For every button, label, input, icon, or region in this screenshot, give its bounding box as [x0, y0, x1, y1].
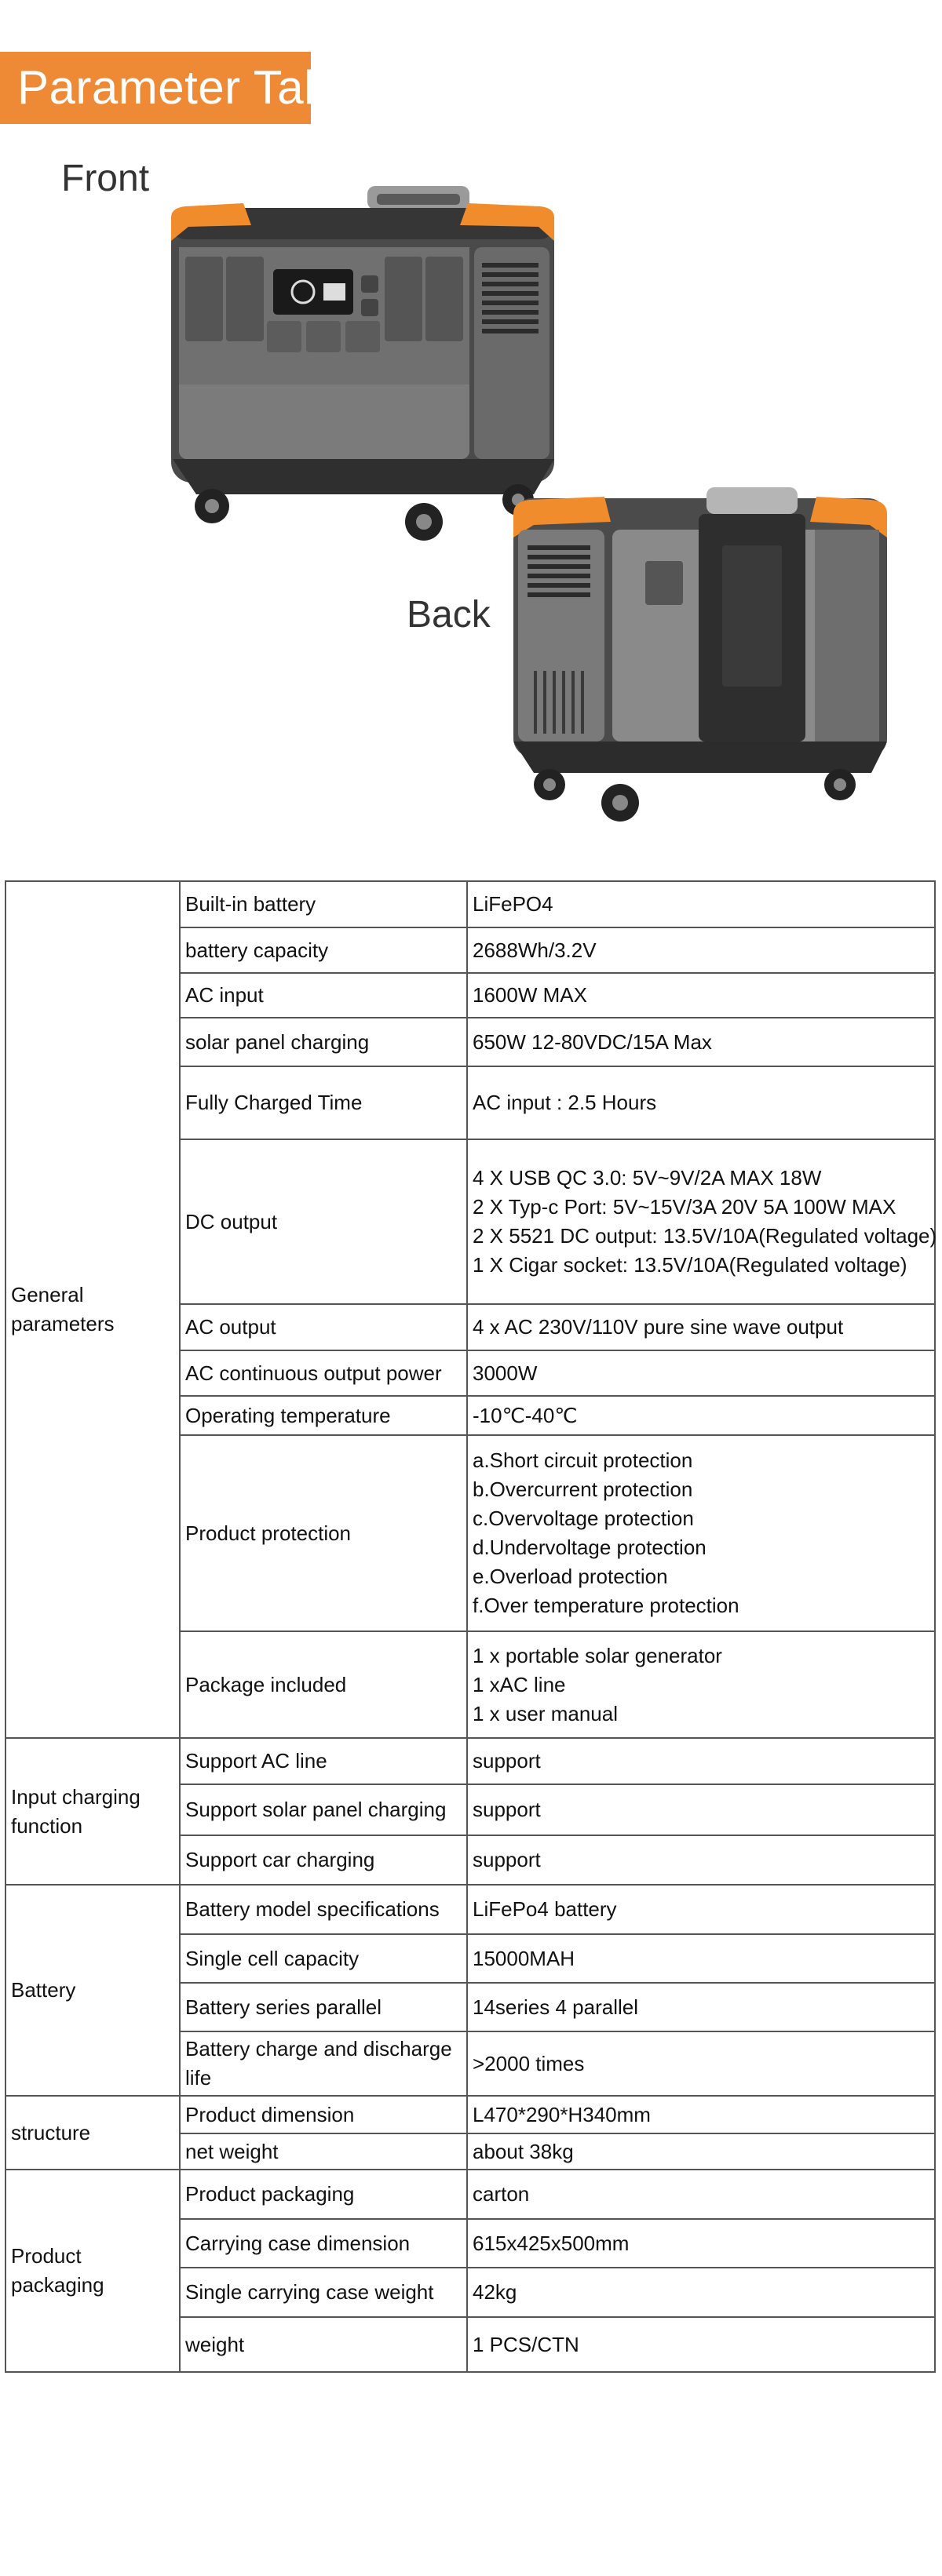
- product-back-image: [502, 483, 899, 832]
- param-value: >2000 times: [467, 2031, 935, 2096]
- param-label: Built-in battery: [180, 881, 467, 927]
- back-view-label: Back: [407, 594, 491, 636]
- table-row: [5, 881, 935, 927]
- group-label: General parameters: [5, 881, 180, 1738]
- value-line: 4 X USB QC 3.0: 5V~9V/2A MAX 18W: [473, 1166, 822, 1190]
- param-value: LiFePo4 battery: [467, 1885, 935, 1934]
- parameter-table: [5, 880, 936, 2373]
- group-label: Battery: [5, 1885, 180, 2096]
- param-value: [467, 1435, 935, 1631]
- param-label: Fully Charged Time: [180, 1066, 467, 1139]
- value-line: 2 X 5521 DC output: 13.5V/10A(Regulated voltage): [473, 1224, 937, 1248]
- param-value: 42kg: [467, 2268, 935, 2317]
- param-label: AC input: [180, 973, 467, 1018]
- param-label: Battery model specifications: [180, 1885, 467, 1934]
- param-value: carton: [467, 2170, 935, 2219]
- value-line: b.Overcurrent protection: [473, 1477, 693, 1501]
- param-value: 2688Wh/3.2V: [467, 927, 935, 973]
- param-value: support: [467, 1738, 935, 1784]
- param-value: 1 PCS/CTN: [467, 2317, 935, 2372]
- param-label: AC continuous output power: [180, 1350, 467, 1396]
- group-label: Input charging function: [5, 1738, 180, 1885]
- param-value: 14series 4 parallel: [467, 1983, 935, 2031]
- param-label: AC output: [180, 1304, 467, 1350]
- param-label: weight: [180, 2317, 467, 2372]
- param-value: 3000W: [467, 1350, 935, 1396]
- param-label: Support car charging: [180, 1835, 467, 1885]
- table-row: [5, 1885, 935, 1934]
- table-row: [5, 2096, 935, 2133]
- table-row: [5, 1738, 935, 1784]
- value-line: 1 x user manual: [473, 1701, 618, 1725]
- param-value: [467, 1139, 935, 1304]
- value-line: 1 xAC line: [473, 1672, 566, 1696]
- param-label: Product dimension: [180, 2096, 467, 2133]
- front-view-label: Front: [61, 158, 150, 199]
- param-label: DC output: [180, 1139, 467, 1304]
- param-label: Product protection: [180, 1435, 467, 1631]
- param-value: 4 x AC 230V/110V pure sine wave output: [467, 1304, 935, 1350]
- param-label: Operating temperature: [180, 1396, 467, 1435]
- param-value: 650W 12-80VDC/15A Max: [467, 1018, 935, 1066]
- param-value: support: [467, 1835, 935, 1885]
- param-label: Battery charge and discharge life: [180, 2031, 467, 2096]
- param-value: 615x425x500mm: [467, 2219, 935, 2268]
- param-label: Single carrying case weight: [180, 2268, 467, 2317]
- group-label: structure: [5, 2096, 180, 2170]
- param-label: Package included: [180, 1631, 467, 1738]
- param-value: -10℃-40℃: [467, 1396, 935, 1435]
- value-line: e.Overload protection: [473, 1565, 668, 1588]
- value-line: c.Overvoltage protection: [473, 1507, 694, 1530]
- param-label: net weight: [180, 2133, 467, 2170]
- param-value: support: [467, 1784, 935, 1835]
- param-value: 15000MAH: [467, 1934, 935, 1983]
- param-label: Single cell capacity: [180, 1934, 467, 1983]
- param-label: Carrying case dimension: [180, 2219, 467, 2268]
- param-value: L470*290*H340mm: [467, 2096, 935, 2133]
- table-row: [5, 2170, 935, 2219]
- param-label: solar panel charging: [180, 1018, 467, 1066]
- value-line: 1 X Cigar socket: 13.5V/10A(Regulated voltage): [473, 1253, 907, 1277]
- value-line: 2 X Typ-c Port: 5V~15V/3A 20V 5A 100W MAX: [473, 1195, 896, 1219]
- param-label: Battery series parallel: [180, 1983, 467, 2031]
- param-label: Support AC line: [180, 1738, 467, 1784]
- param-label: battery capacity: [180, 927, 467, 973]
- value-line: f.Over temperature protection: [473, 1594, 739, 1617]
- param-label: Product packaging: [180, 2170, 467, 2219]
- param-value: [467, 1631, 935, 1738]
- value-line: a.Short circuit protection: [473, 1448, 693, 1472]
- param-value: about 38kg: [467, 2133, 935, 2170]
- param-value: LiFePO4: [467, 881, 935, 927]
- param-value: 1600W MAX: [467, 973, 935, 1018]
- page-title-banner: Parameter Table: [0, 52, 311, 124]
- param-value: AC input : 2.5 Hours: [467, 1066, 935, 1139]
- value-line: d.Undervoltage protection: [473, 1536, 706, 1559]
- group-label: Product packaging: [5, 2170, 180, 2372]
- param-label: Support solar panel charging: [180, 1784, 467, 1835]
- value-line: 1 x portable solar generator: [473, 1643, 722, 1667]
